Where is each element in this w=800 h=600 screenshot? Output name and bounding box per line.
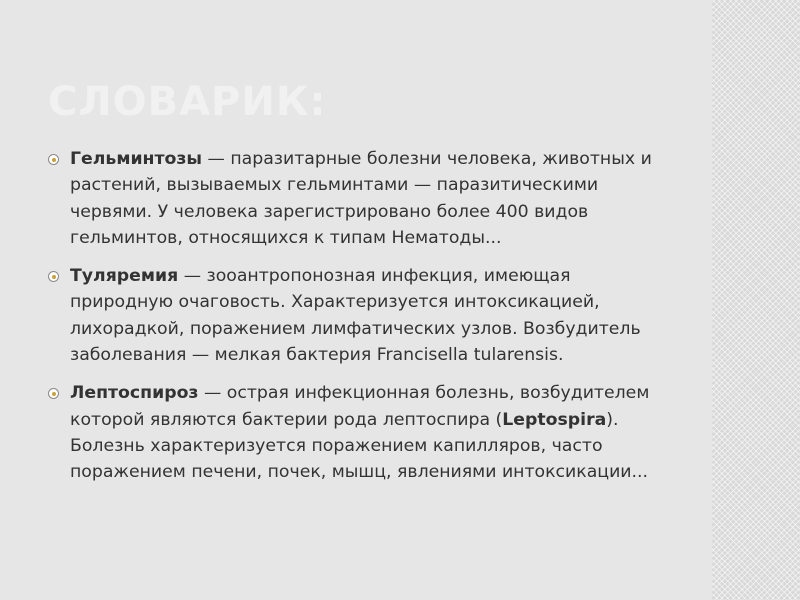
definition: — паразитарные болезни человека, животных и растений, вызываемых гельминтами — паразитическими червями. У человека зарегистрировано более 400 видов гельминтов, относящихся к типам Нематоды... bbox=[70, 149, 652, 248]
list-item-tularemia bbox=[48, 263, 668, 368]
term: Лептоспироз bbox=[70, 383, 199, 404]
slide-title: СЛОВАРИК: bbox=[48, 79, 327, 125]
decorative-stripe bbox=[712, 0, 800, 600]
definition: — зооантропонозная инфекция, имеющая природную очаговость. Характеризуется интоксикацией, лихорадкой, поражением лимфатических узлов. Возбудитель заболевания — мелкая бактерия Francisella tularensis. bbox=[70, 266, 641, 366]
bullet-icon bbox=[48, 154, 59, 165]
bullet-icon bbox=[48, 271, 59, 282]
definition-part-1: — острая инфекционная болезнь, возбудителем которой являются бактерии рода лептоспира ( bbox=[70, 383, 650, 430]
bullet-list bbox=[48, 146, 668, 498]
bullet-icon bbox=[48, 388, 59, 399]
term: Туляремия bbox=[70, 266, 179, 287]
list-item-leptospirosis bbox=[48, 380, 668, 485]
definition-part-2: ). Болезнь характеризуется поражением капилляров, часто поражением печени, почек, мышц, явлениями интоксикации... bbox=[70, 409, 649, 483]
latin-name: Leptospira bbox=[502, 409, 607, 430]
term: Гельминтозы bbox=[70, 149, 203, 169]
list-item-helminthiasis bbox=[48, 146, 668, 251]
